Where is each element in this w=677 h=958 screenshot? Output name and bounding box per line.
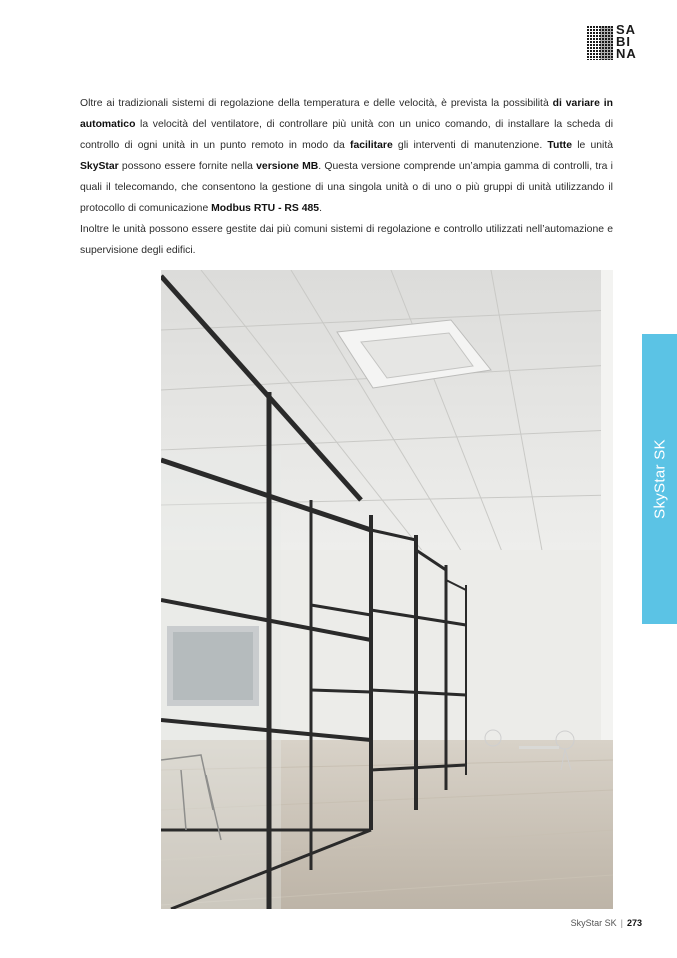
side-tab-label: SkyStar SK bbox=[651, 439, 668, 519]
body-text bbox=[80, 93, 613, 261]
text-run-bold: SkyStar bbox=[80, 161, 119, 172]
page-footer bbox=[571, 918, 642, 928]
text-run-bold: Modbus RTU - RS 485 bbox=[211, 203, 320, 214]
text-run: . Questa versione comprende un’ampia gamma di controlli, tra i quali il telecomando, che consentono la gestione di una singola unità o di uno o più gruppi di unità utilizzando il protocollo di comunicazione bbox=[80, 161, 613, 214]
sabiana-logo bbox=[587, 24, 649, 62]
text-run-bold: di variare in automatico bbox=[80, 98, 613, 130]
logo-mark-icon bbox=[587, 26, 613, 60]
logo-line-3: NA bbox=[616, 46, 637, 61]
text-run-bold: Tutte bbox=[547, 140, 573, 151]
paragraph-1 bbox=[80, 93, 613, 219]
logo-wordmark bbox=[616, 24, 648, 62]
section-side-tab bbox=[642, 334, 677, 624]
text-run: possono essere fornite nella bbox=[118, 161, 257, 172]
text-run: Oltre ai tradizionali sistemi di regolazione della temperatura e delle velocità, è prevista la possibilità bbox=[80, 98, 553, 109]
text-run: le unità bbox=[572, 140, 613, 151]
text-run: . bbox=[319, 203, 322, 214]
logo-line-1: SA bbox=[616, 22, 637, 37]
text-run: la velocità del ventilatore, di controllare più unità con un unico comando, di installare la scheda di controllo di ogni unità in un punto remoto in modo da bbox=[80, 119, 613, 151]
paragraph-2: Inoltre le unità possono essere gestite dai più comuni sistemi di regolazione e controllo utilizzati nell’automazione e supervisione degli edifici. bbox=[80, 224, 613, 256]
text-run-bold: facilitare bbox=[350, 140, 393, 151]
logo-line-2: BI bbox=[616, 34, 631, 49]
footer-product: SkyStar SK bbox=[570, 918, 617, 928]
text-run: gli interventi di manutenzione. bbox=[392, 140, 548, 151]
page-number: 273 bbox=[626, 918, 642, 928]
text-run-bold: versione MB bbox=[256, 161, 319, 172]
footer-separator: | bbox=[620, 918, 623, 928]
photo-illustration bbox=[161, 270, 613, 909]
office-interior-photo bbox=[161, 270, 613, 909]
